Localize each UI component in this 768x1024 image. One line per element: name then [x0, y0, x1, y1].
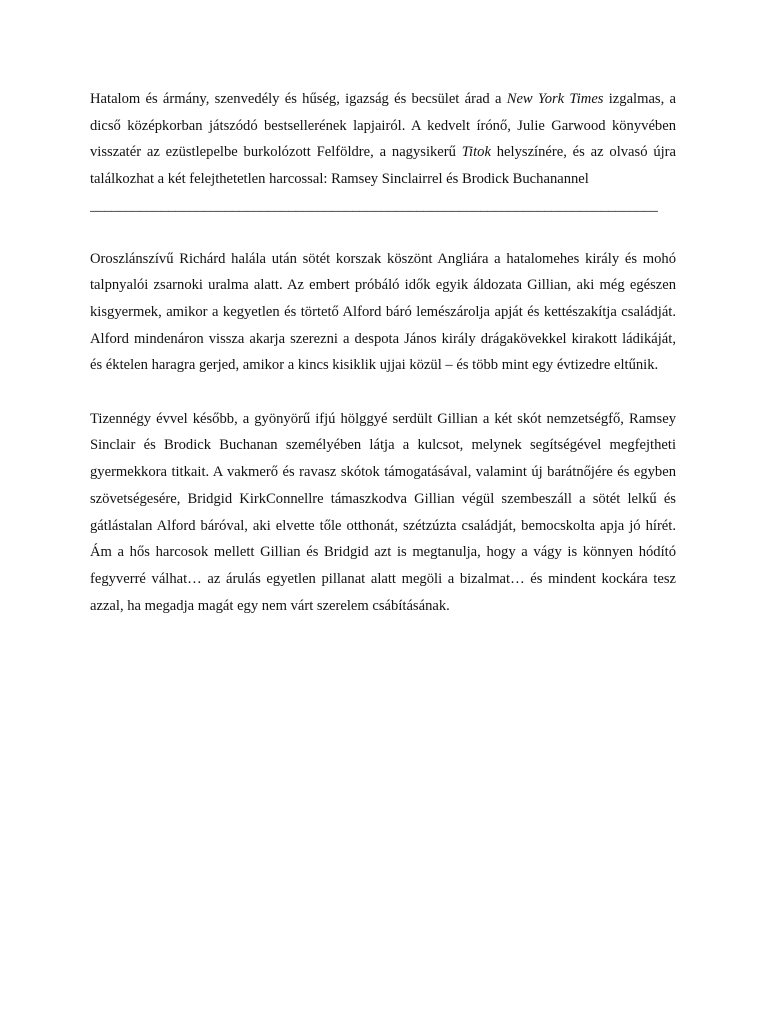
paragraph-gap	[90, 379, 676, 406]
intro-text-2: izgalmas, a dicső középkorban játszódó bestsellerének lapjairól. A kedvelt írónő, Julie Garwood könyvében visszatér az ezüstlepelbe burkolózott Felföldre, a nagysikerű	[90, 91, 676, 161]
intro-title-titok: Titok	[461, 144, 491, 161]
document-page	[90, 86, 676, 619]
separator-line: ________________________________________________________________________________	[90, 197, 658, 214]
intro-title-nyt: New York Times	[506, 91, 604, 107]
intro-text-3: helyszínére, és az olvasó újra találkozhat a két felejthetetlen harcossal: Ramsey Sinclairrel és Brodick Buchanannel	[90, 144, 677, 188]
intro-paragraph	[90, 86, 676, 193]
body-paragraph-2: Tizennégy évvel később, a gyönyörű ifjú hölggyé serdült Gillian a két skót nemzetségfő, Ramsey Sinclair és Brodick Buchanan személyében látja a kulcsot, melynek segítségével megfejtheti gyermekkora titkait. A vakmerő és ravasz skótok támogatásával, valamint új barátnőjére és egyben szövetségesére, Bridgid KirkConnellre támaszkodva Gillian végül szembeszáll a sötét lelkű és gátlástalan Alford báróval, aki elvette tőle otthonát, szétzúzta családját, bemocskolta apja jó hírét. Ám a hős harcosok mellett Gillian és Bridgid azt is megtanulja, hogy a vágy is könnyen hódító fegyverré válhat… az árulás egyetlen pillanat alatt megöli a bizalmat… és mindent kockára tesz azzal, ha megadja magát egy nem várt szerelem csábításának.	[90, 410, 676, 614]
intro-text-1: Hatalom és ármány, szenvedély és hűség, igazság és becsület árad a	[90, 91, 507, 107]
body-paragraph-1: Oroszlánszívű Richárd halála után sötét korszak köszönt Angliára a hatalomehes király és mohó talpnyalói zsarnoki uralma alatt. Az embert próbáló idők egyik áldozata Gillian, aki még egészen kisgyermek, amikor a kegyetlen és törtető Alford báró lemészárolja apját és kettészakítja családját. Alford mindenáron vissza akarja szerezni a despota János király drágakövekkel kirakott ládikáját, és éktelen haragra gerjed, amikor a kincs kisiklik ujjai közül – és több mint egy évtizedre eltűnik.	[90, 250, 676, 374]
